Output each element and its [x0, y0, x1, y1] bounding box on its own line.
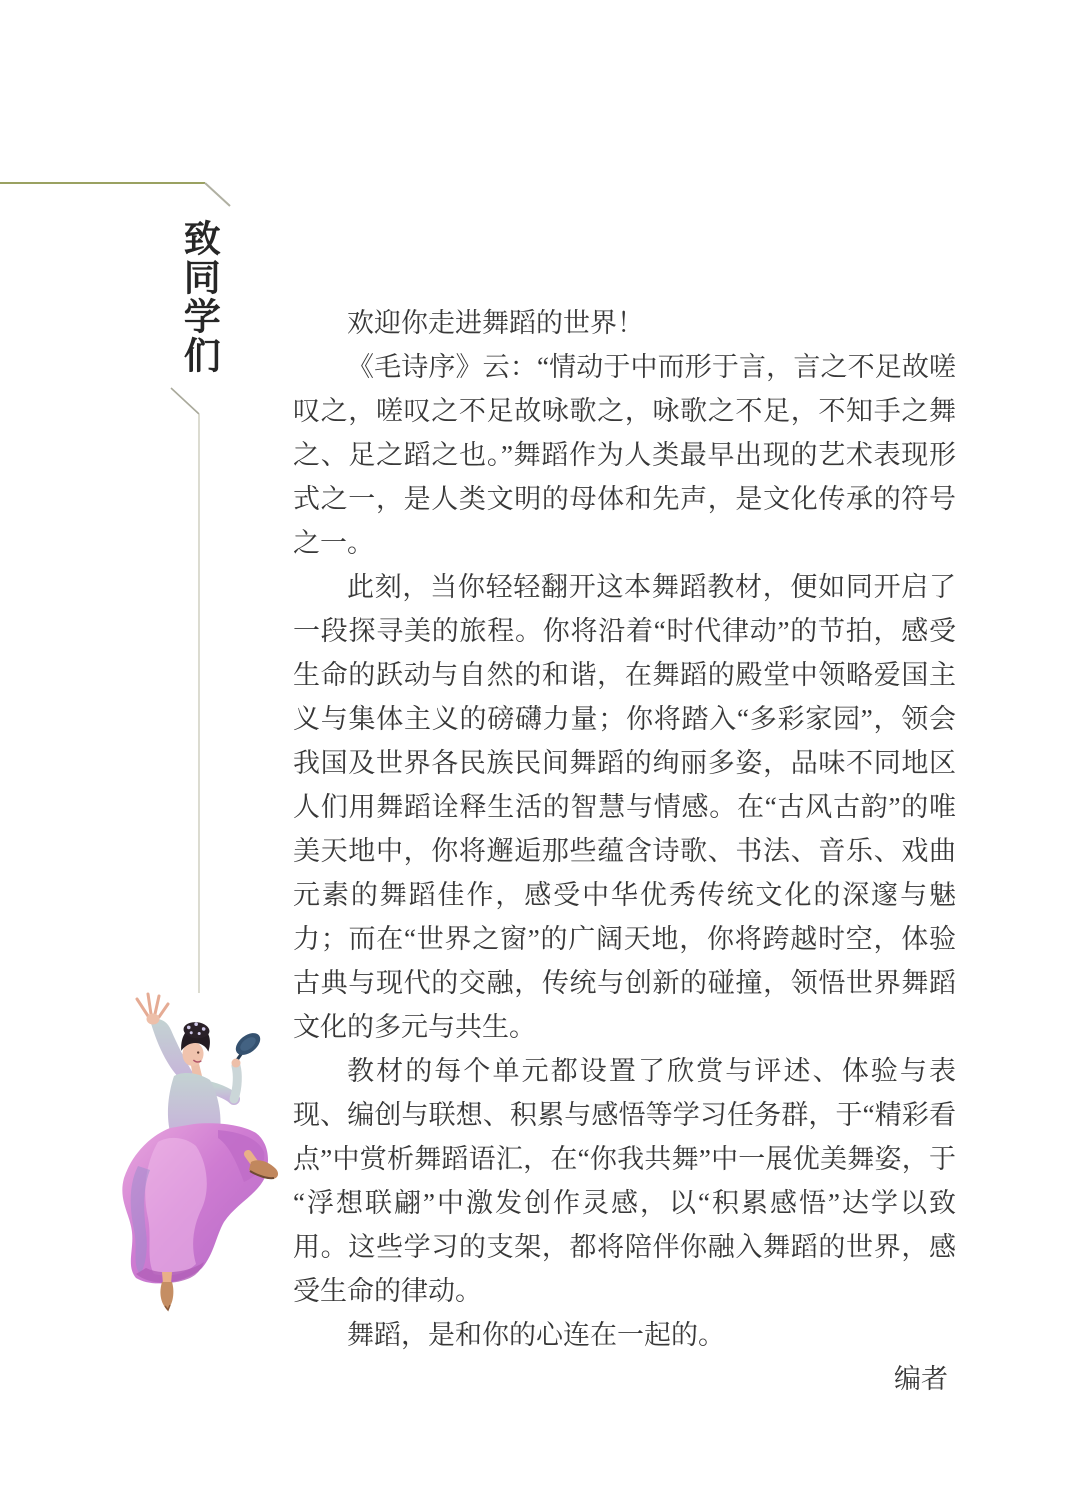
- body-text: [293, 301, 956, 1401]
- paragraph-closing: 舞蹈，是和你的心连在一起的。: [347, 1320, 725, 1350]
- paragraph-welcome: 欢迎你走进舞蹈的世界！: [347, 308, 644, 338]
- title-tail-line: [171, 388, 199, 993]
- paragraph-task-groups: 教材的每个单元都设置了欣赏与评述、体验与表现、编创与联想、积累与感悟等学习任务群，于“精彩看点”中赏析舞蹈语汇，在“你我共舞”中一展优美舞姿，于“浮想联翩”中激发创作灵感，以“积累感悟”达学以致用。这些学习的支架，都将陪伴你融入舞蹈的世界，感受生命的律动。: [293, 1056, 956, 1306]
- editor-signature: 编者: [894, 1364, 948, 1394]
- dancer-skirt: [122, 1123, 268, 1283]
- dancer-illustration: [98, 986, 284, 1312]
- page-title: 致同学们: [177, 219, 219, 375]
- dancer-torso: [168, 1073, 221, 1132]
- top-corner-line: [0, 183, 230, 206]
- paragraph-units-overview: 此刻，当你轻轻翻开这本舞蹈教材，便如同开启了一段探寻美的旅程。你将沿着“时代律动”的节拍，感受生命的跃动与自然的和谐，在舞蹈的殿堂中领略爱国主义与集体主义的磅礴力量；你将踏入“多彩家园”，领会我国及世界各民族民间舞蹈的绚丽多姿，品味不同地区人们用舞蹈诠释生活的智慧与情感。在“古风古韵”的唯美天地中，你将邂逅那些蕴含诗歌、书法、音乐、戏曲元素的舞蹈佳作，感受中华优秀传统文化的深邃与魅力；而在“世界之窗”的广阔天地，你将跨越时空，体验古典与现代的交融，传统与创新的碰撞，领悟世界舞蹈文化的多元与共生。: [293, 572, 956, 1042]
- paragraph-maoshixu: 《毛诗序》云：“情动于中而形于言，言之不足故嗟叹之，嗟叹之不足故咏歌之，咏歌之不足，不知手之舞之、足之蹈之也。”舞蹈作为人类最早出现的艺术表现形式之一，是人类文明的母体和先声，是文化传承的符号之一。: [293, 352, 956, 558]
- dance-fan-icon: [232, 1029, 265, 1060]
